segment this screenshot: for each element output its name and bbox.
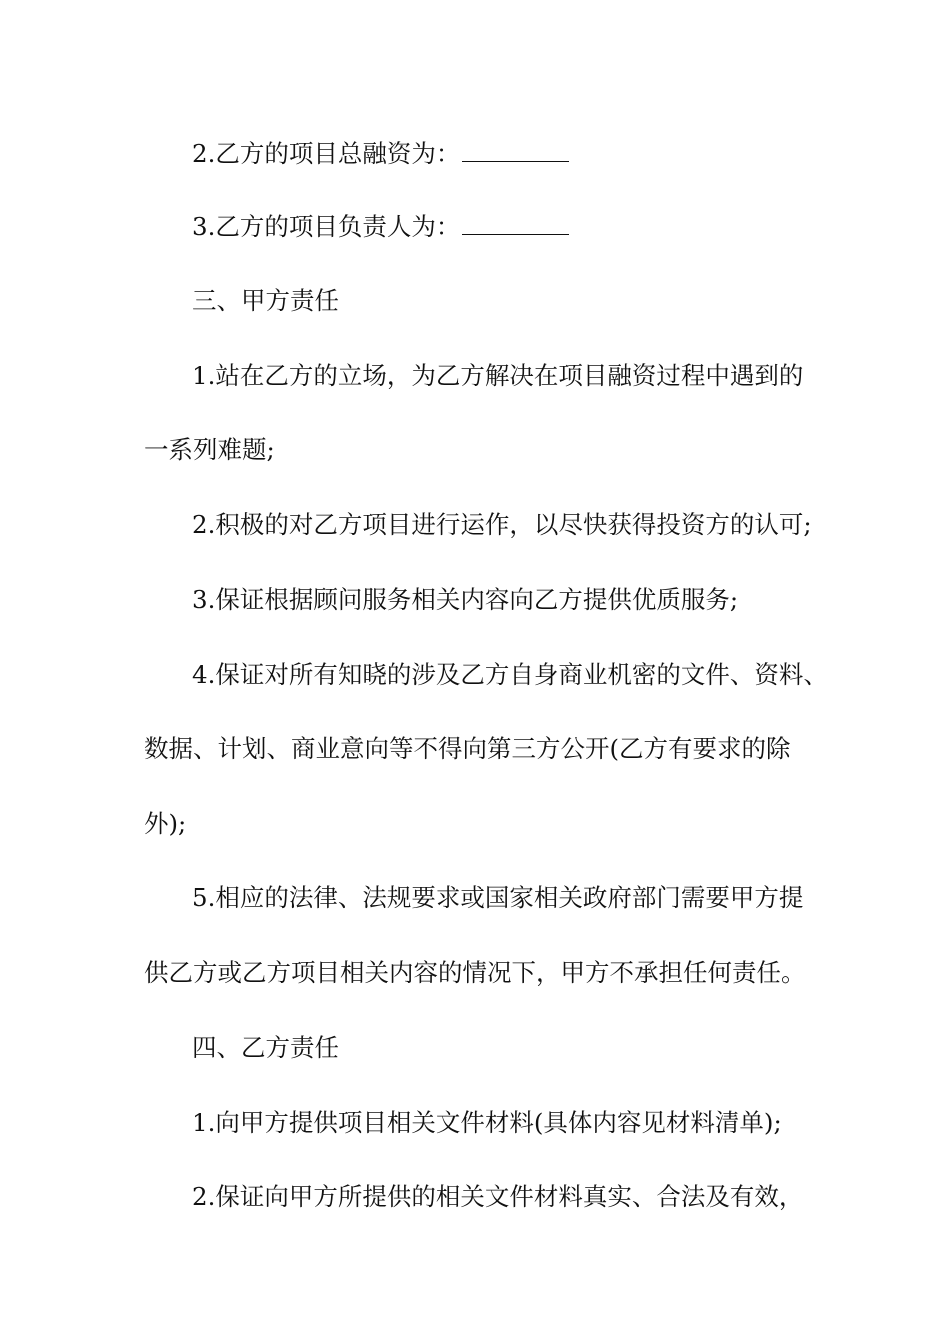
paragraph-line: 一系列难题; (144, 435, 275, 464)
paragraph-line: 数据、计划、商业意向等不得向第三方公开(乙方有要求的除 (144, 734, 791, 763)
section-heading-party-b: 四、乙方责任 (192, 1033, 339, 1062)
line-text: 3.乙方的项目负责人为： (192, 212, 461, 241)
line-text: 2.乙方的项目总融资为： (192, 139, 461, 168)
fill-in-blank (462, 208, 569, 235)
fill-in-blank (462, 135, 569, 162)
paragraph-line: 1.向甲方提供项目相关文件材料(具体内容见材料清单); (192, 1108, 782, 1137)
paragraph-line: 2.积极的对乙方项目进行运作，以尽快获得投资方的认可; (192, 510, 812, 539)
line-project-lead (192, 207, 569, 247)
paragraph-line: 4.保证对所有知晓的涉及乙方自身商业机密的文件、资料、 (192, 660, 828, 689)
paragraph-line: 3.保证根据顾问服务相关内容向乙方提供优质服务; (192, 585, 739, 614)
paragraph-line: 供乙方或乙方项目相关内容的情况下，甲方不承担任何责任。 (144, 958, 806, 987)
paragraph-line: 外); (144, 809, 187, 838)
section-heading-party-a: 三、甲方责任 (192, 286, 339, 315)
line-total-financing (192, 134, 569, 174)
paragraph-line: 2.保证向甲方所提供的相关文件材料真实、合法及有效， (192, 1182, 804, 1211)
paragraph-line: 5.相应的法律、法规要求或国家相关政府部门需要甲方提 (192, 883, 804, 912)
paragraph-line: 1.站在乙方的立场，为乙方解决在项目融资过程中遇到的 (192, 361, 804, 390)
